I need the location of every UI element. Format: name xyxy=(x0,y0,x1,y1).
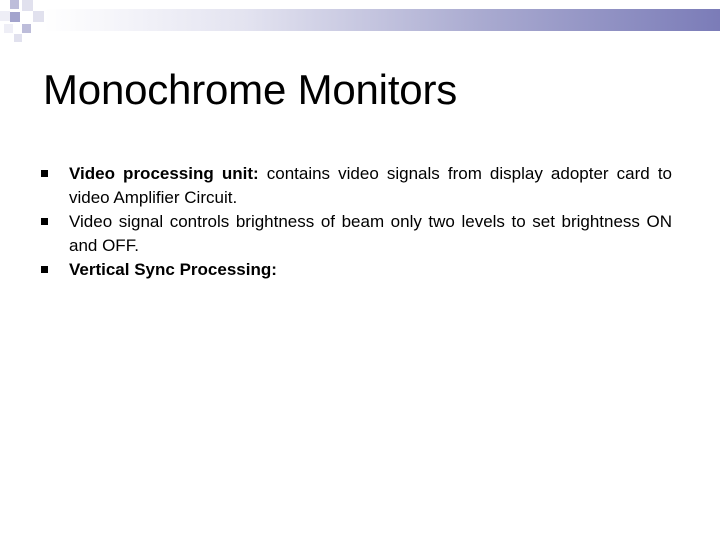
gradient-band xyxy=(44,9,720,31)
bullet-item xyxy=(40,210,672,258)
deco-square xyxy=(22,0,33,11)
deco-square xyxy=(4,24,13,33)
deco-square xyxy=(14,34,22,42)
bullet-item xyxy=(40,258,672,282)
slide-title: Monochrome Monitors xyxy=(43,66,458,113)
deco-square xyxy=(33,11,44,22)
deco-square xyxy=(10,12,20,22)
bullet-list xyxy=(40,162,672,282)
bullet-text: contains video signals from display adopter card to video Amplifier Circuit. xyxy=(69,164,673,207)
bullet-bold-text: Vertical Sync Processing: xyxy=(69,260,277,279)
deco-square xyxy=(10,0,19,9)
deco-square xyxy=(0,11,10,21)
square-bullet-icon xyxy=(41,266,48,273)
deco-square xyxy=(22,24,31,33)
square-bullet-icon xyxy=(41,218,48,225)
header-decoration xyxy=(0,0,720,50)
square-bullet-icon xyxy=(41,170,48,177)
bullet-bold-text: Video processing unit: xyxy=(69,164,259,183)
bullet-text: Video signal controls brightness of beam only two levels to set brightness ON and OFF. xyxy=(69,212,672,255)
bullet-item xyxy=(40,162,672,210)
